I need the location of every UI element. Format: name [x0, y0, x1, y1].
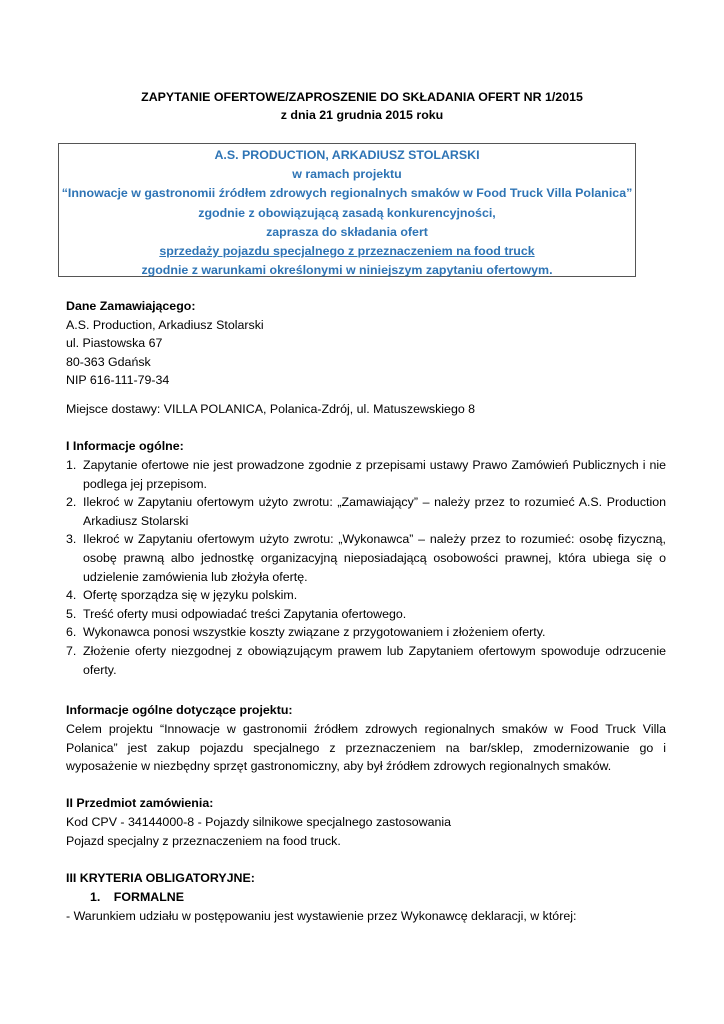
ordering-party-section [66, 297, 666, 390]
ordering-party-nip: NIP 616-111-79-34 [66, 373, 170, 388]
order-subject-heading: II Przedmiot zamówienia: [66, 796, 214, 810]
criteria-text: - Warunkiem udziału w postępowaniu jest wystawienie przez Wykonawcę deklaracji, w której: [66, 909, 577, 923]
ordering-party-street: ul. Piastowska 67 [66, 336, 163, 351]
criteria-heading: III KRYTERIA OBLIGATORYJNE: [66, 871, 255, 885]
list-item: 1. Zapytanie ofertowe nie jest prowadzone zgodnie z przepisami ustawy Prawo Zamówień Publicznych i nie podlega jej przepisom. [66, 458, 666, 491]
delivery-place: Miejsce dostawy: VILLA POLANICA, Polanica-Zdrój, ul. Matuszewskiego 8 [66, 402, 476, 416]
competition-rule: zgodnie z obowiązującą zasadą konkurencyjności, [198, 205, 496, 220]
invitation-box [58, 143, 636, 277]
list-item: 2. Ilekroć w Zapytaniu ofertowym użyto zwrotu: „Zamawiający” – należy przez to rozumieć A.S. Production Arkadiusz Stolarski [66, 495, 666, 528]
project-info-text: Celem projektu “Innowacje w gastronomii źródłem zdrowych regionalnych smaków w Food Truck Villa Polanica” jest zakup pojazdu specjalnego z przeznaczeniem na bar/sklep, zmodernizowanie go i wyposażenie w niezbędny sprzęt gastronomiczny, aby był źródłem zdrowych regionalnych smaków. [66, 722, 666, 774]
general-info-list [66, 456, 666, 679]
subject-of-offer: sprzedaży pojazdu specjalnego z przeznaczeniem na food truck [159, 244, 535, 259]
list-item: 7. Złożenie oferty niezgodnej z obowiązującym prawem lub Zapytaniem ofertowym spowoduje odrzucenie oferty. [66, 643, 666, 677]
project-intro: w ramach projektu [292, 167, 402, 182]
company-name: A.S. PRODUCTION, ARKADIUSZ STOLARSKI [214, 148, 480, 162]
order-subject-desc: Pojazd specjalny z przeznaczeniem na food truck. [66, 834, 341, 848]
general-info-heading: I Informacje ogólne: [66, 439, 184, 453]
ordering-party-city: 80-363 Gdańsk [66, 354, 151, 369]
criteria-sub-label: FORMALNE [113, 890, 185, 904]
list-item: 4. Ofertę sporządza się w języku polskim. [66, 588, 298, 603]
list-item: 3. Ilekroć w Zapytaniu ofertowym użyto zwrotu: „Wykonawca” – należy przez to rozumieć: osobę fizyczną, osobę prawną albo jednostkę organizacyjną nieposiadającą osobowości prawnej, która ubiega się o udzielenie zamówienia lub złożyła ofertę. [66, 532, 666, 584]
project-info-heading: Informacje ogólne dotyczące projektu: [66, 703, 293, 717]
ordering-party-heading: Dane Zamawiającego: [66, 299, 196, 313]
ordering-party-name: A.S. Production, Arkadiusz Stolarski [66, 317, 264, 332]
criteria-subheading [90, 888, 690, 907]
conditions-text: zgodnie z warunkami określonymi w niniejszym zapytaniu ofertowym. [141, 263, 553, 278]
invitation-text: zaprasza do składania ofert [266, 224, 428, 239]
list-item: 5. Treść oferty musi odpowiadać treści Zapytania ofertowego. [66, 606, 407, 621]
criteria-sub-number: 1. [90, 890, 101, 904]
project-name: “Innowacje w gastronomii źródłem zdrowych regionalnych smaków w Food Truck Villa Polanica” [61, 186, 633, 201]
list-item: 6. Wykonawca ponosi wszystkie koszty związane z przygotowaniem i złożeniem oferty. [66, 625, 546, 640]
document-title: ZAPYTANIE OFERTOWE/ZAPROSZENIE DO SKŁADANIA OFERT NR 1/2015 [141, 90, 583, 104]
document-date: z dnia 21 grudnia 2015 roku [280, 108, 444, 122]
cpv-code: Kod CPV - 34144000-8 - Pojazdy silnikowe specjalnego zastosowania [66, 815, 452, 829]
